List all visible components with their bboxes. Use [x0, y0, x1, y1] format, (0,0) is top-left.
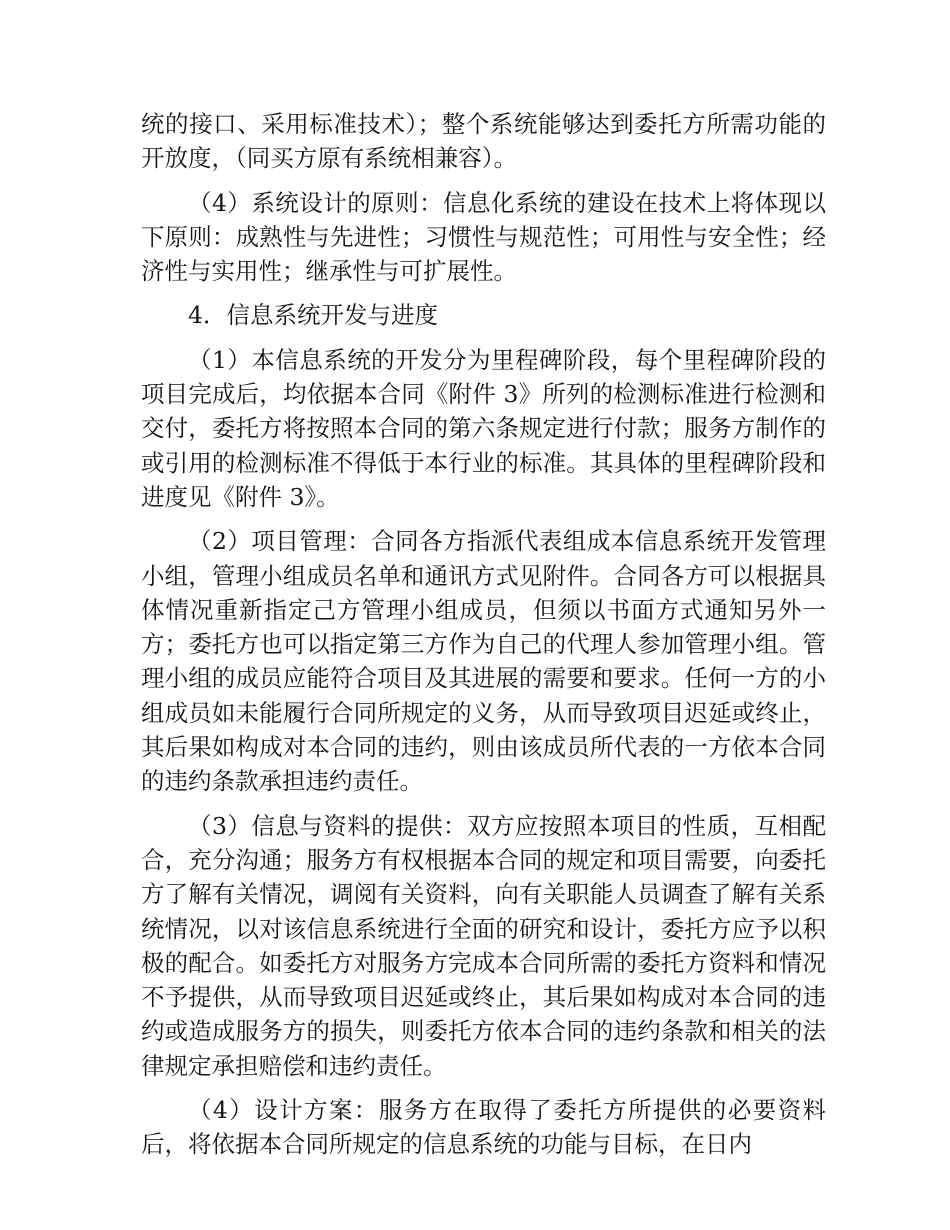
- paragraph-milestones: （1）本信息系统的开发分为里程碑阶段，每个里程碑阶段的项目完成后，均依据本合同《附件 3》所列的检测标准进行检测和交付，委托方将按照本合同的第六条规定进行付款；服务方制作的或引用的检测标准不得低于本行业的标准。其具体的里程碑阶段和进度见《附件 3》。: [141, 345, 826, 511]
- document-body: [141, 107, 826, 1172]
- paragraph-design-plan: （4）设计方案：服务方在取得了委托方所提供的必要资料后，将依据本合同所规定的信息系统的功能与目标，在日内: [141, 1096, 826, 1159]
- paragraph-information-provision: （3）信息与资料的提供：双方应按照本项目的性质，互相配合，充分沟通；服务方有权根据本合同的规定和项目需要，向委托方了解有关情况，调阅有关资料，向有关职能人员调查了解有关系统情况，以对该信息系统进行全面的研究和设计，委托方应予以积极的配合。如委托方对服务方完成本合同所需的委托方资料和情况不予提供，从而导致项目迟延或终止，其后果如构成对本合同的违约或造成服务方的损失，则委托方依本合同的违约条款和相关的法律规定承担赔偿和违约责任。: [141, 811, 826, 1080]
- section-heading-development-progress: 4．信息系统开发与进度: [188, 301, 438, 330]
- paragraph-design-principles: （4）系统设计的原则：信息化系统的建设在技术上将体现以下原则：成熟性与先进性；习惯性与规范性；可用性与安全性；经济性与实用性；继承性与可扩展性。: [141, 188, 826, 286]
- paragraph-project-management: （2）项目管理：合同各方指派代表组成本信息系统开发管理小组，管理小组成员名单和通讯方式见附件。合同各方可以根据具体情况重新指定己方管理小组成员，但须以书面方式通知另外一方；委托方也可以指定第三方作为自己的代理人参加管理小组。管理小组的成员应能符合项目及其进展的需要和要求。任何一方的小组成员如未能履行合同所规定的义务，从而导致项目迟延或终止，其后果如构成对本合同的违约，则由该成员所代表的一方依本合同的违约条款承担违约责任。: [141, 527, 826, 796]
- paragraph-continuation: 统的接口、采用标准技术）；整个系统能够达到委托方所需功能的开放度，（同买方原有系统相兼容）。: [141, 110, 826, 173]
